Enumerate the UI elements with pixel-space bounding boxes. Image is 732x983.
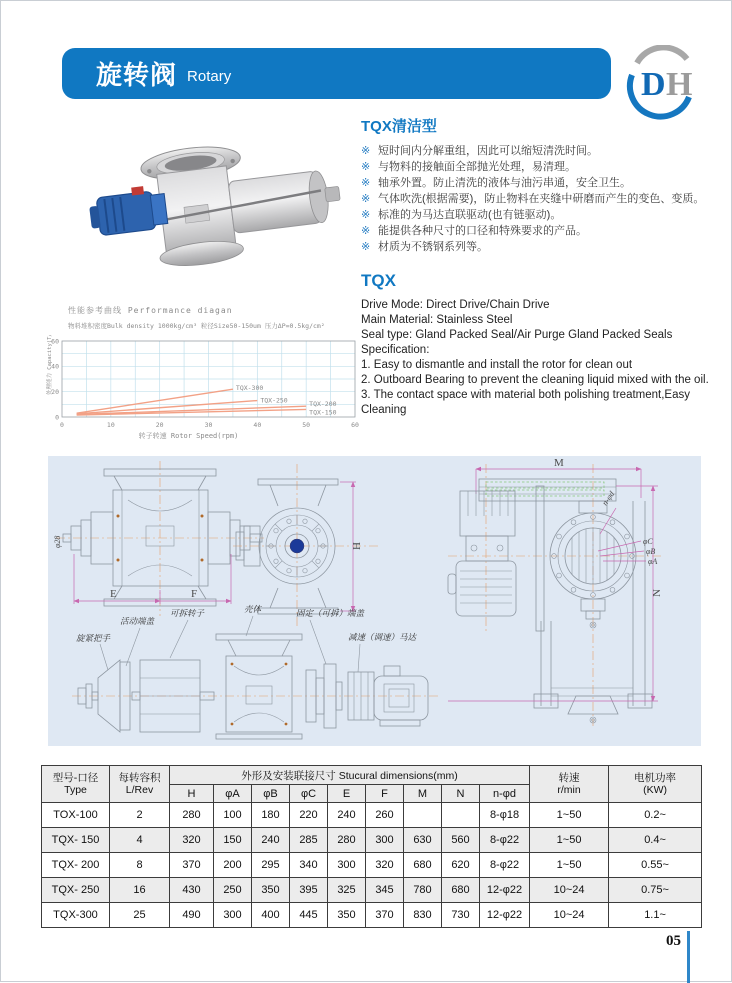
- chart-subtitle: 物料堆积密度Bulk density 1000kg/cm³ 粒径Size50-150um 压力ΔP=0.5kg/cm²: [68, 322, 325, 330]
- table-cell: 280: [170, 803, 214, 828]
- table-cell: 8: [110, 853, 170, 878]
- table-cell: TQX- 250: [42, 878, 110, 903]
- table-cell: 345: [366, 878, 404, 903]
- page-number: 05: [666, 933, 681, 949]
- table-row: [42, 903, 702, 928]
- series-label: TQX-300: [235, 384, 264, 393]
- x-axis-title: 转子转速 Rotor Speed(rpm): [138, 432, 239, 440]
- table-cell: 320: [170, 828, 214, 853]
- feature-list: [361, 143, 727, 255]
- feature-item: [361, 159, 727, 175]
- table-cell: 730: [442, 903, 480, 928]
- page-number-rule: [687, 931, 690, 983]
- table-cell: 1.1~: [609, 903, 702, 928]
- dim-label-e: E: [110, 588, 117, 600]
- chart-title: 性能参考曲线 Performance diagan: [68, 306, 233, 315]
- table-row: [42, 853, 702, 878]
- table-cell: 430: [170, 878, 214, 903]
- table-cell: 12-φ22: [480, 878, 530, 903]
- svg-text:50: 50: [302, 421, 311, 429]
- table-cell: 25: [110, 903, 170, 928]
- col-header-dimensions: 外形及安装联接尺寸 Stucural dimensions(mm): [170, 766, 530, 785]
- table-cell: 220: [290, 803, 328, 828]
- table-cell: 250: [214, 878, 252, 903]
- table-cell: 340: [290, 853, 328, 878]
- spec-line: Specification:: [361, 344, 430, 356]
- feature-item: [361, 223, 727, 239]
- table-cell: 295: [252, 853, 290, 878]
- table-cell: 16: [110, 878, 170, 903]
- spec-line: Main Material: Stainless Steel: [361, 314, 513, 326]
- performance-chart: [46, 305, 366, 452]
- svg-text:0: 0: [55, 413, 59, 422]
- bullet-marker: ※: [361, 193, 371, 205]
- table-cell: 8-φ18: [480, 803, 530, 828]
- sub-header-m: M: [404, 785, 442, 803]
- table-cell: 240: [328, 803, 366, 828]
- spec-list: [361, 298, 727, 418]
- dim-label-phi28: φ28: [53, 535, 62, 548]
- feature-text: 标准的为马达直联驱动(也有链驱动)。: [378, 209, 562, 221]
- table-cell: 0.55~: [609, 853, 702, 878]
- table-cell: 10~24: [530, 903, 609, 928]
- table-cell: 285: [290, 828, 328, 853]
- right-column: [361, 115, 727, 418]
- feature-item: [361, 239, 727, 255]
- bullet-marker: ※: [361, 177, 371, 189]
- col-header-power: 电机功率 (KW): [609, 766, 702, 803]
- bullet-marker: ※: [361, 225, 371, 237]
- part-label-motor: 减速（调速）马达: [348, 632, 417, 642]
- svg-text:0: 0: [60, 421, 64, 429]
- spec-line: 2. Outboard Bearing to prevent the cleaning liquid mixed with the oil.: [361, 374, 709, 386]
- part-label-housing: 壳体: [244, 604, 262, 614]
- table-cell: 320: [366, 853, 404, 878]
- page-title-en: Rotary: [187, 68, 232, 85]
- feature-text: 材质为不锈钢系列等。: [378, 241, 488, 253]
- dim-label-phi-a: φA: [648, 557, 658, 566]
- table-cell: 300: [328, 853, 366, 878]
- spec-line: Drive Mode: Direct Drive/Chain Drive: [361, 299, 550, 311]
- bullet-marker: ※: [361, 145, 371, 157]
- part-label-rotor: 可拆转子: [170, 608, 205, 618]
- table-cell: 0.2~: [609, 803, 702, 828]
- table-cell: 680: [404, 853, 442, 878]
- table-cell: 350: [328, 903, 366, 928]
- svg-text:60: 60: [51, 337, 59, 346]
- product-photo: [76, 126, 346, 286]
- drawing-front-view: [53, 461, 264, 616]
- dim-label-f: F: [191, 588, 198, 600]
- sub-header-e: E: [328, 785, 366, 803]
- table-cell: [442, 803, 480, 828]
- feature-text: 轴承外置。防止清洗的液体与油污串通，安全卫生。: [378, 177, 631, 189]
- sub-header-phi-b: φB: [252, 785, 290, 803]
- bullet-marker: ※: [361, 241, 371, 253]
- spec-line: 1. Easy to dismantle and install the rotor for clean out: [361, 359, 633, 371]
- dim-label-phi-b: φB: [646, 547, 656, 556]
- table-cell: 370: [366, 903, 404, 928]
- table-cell: TQX-300: [42, 903, 110, 928]
- sub-header-phi-a: φA: [214, 785, 252, 803]
- table-cell: 2: [110, 803, 170, 828]
- dim-label-n-phid: n-φd: [600, 489, 617, 508]
- part-label-handle: 旋紧把手: [76, 633, 111, 643]
- dim-label-h: H: [351, 542, 363, 550]
- bullet-marker: ※: [361, 161, 371, 173]
- table-cell: 830: [404, 903, 442, 928]
- technical-drawings-panel: [48, 456, 701, 746]
- table-cell: 1~50: [530, 853, 609, 878]
- table-cell: 1~50: [530, 803, 609, 828]
- svg-text:30: 30: [204, 421, 213, 429]
- table-cell: 200: [214, 853, 252, 878]
- table-cell: 680: [442, 878, 480, 903]
- table-row: [42, 803, 702, 828]
- table-cell: 4: [110, 828, 170, 853]
- page-title-cn: 旋转阀: [96, 60, 178, 90]
- series-label: TQX-200: [309, 400, 337, 409]
- table-cell: 0.75~: [609, 878, 702, 903]
- table-cell: 0.4~: [609, 828, 702, 853]
- table-cell: 325: [328, 878, 366, 903]
- spec-line: Seal type: Gland Packed Seal/Air Purge Gland Packed Seals: [361, 329, 673, 341]
- feature-item: [361, 207, 727, 223]
- table-cell: 240: [252, 828, 290, 853]
- sub-header-f: F: [366, 785, 404, 803]
- logo-arc-gray: [637, 47, 687, 63]
- bullet-marker: ※: [361, 209, 371, 221]
- table-cell: 400: [252, 903, 290, 928]
- rotary-valve-image: [84, 131, 346, 278]
- table-cell: 350: [252, 878, 290, 903]
- header-bar: [62, 48, 611, 99]
- sub-header-n: N: [442, 785, 480, 803]
- svg-text:40: 40: [253, 421, 262, 429]
- table-cell: 100: [214, 803, 252, 828]
- logo-letter-h: H: [666, 66, 693, 103]
- section-title-tqx-clean: TQX清洁型: [361, 118, 437, 135]
- table-cell: 1~50: [530, 828, 609, 853]
- feature-item: [361, 143, 727, 159]
- drawing-exploded-view: [72, 604, 440, 739]
- table-row: [42, 878, 702, 903]
- table-cell: 8-φ22: [480, 828, 530, 853]
- table-cell: 395: [290, 878, 328, 903]
- feature-item: [361, 175, 727, 191]
- svg-text:60: 60: [351, 421, 359, 429]
- logo-letter-d: D: [641, 66, 666, 103]
- table-cell: 12-φ22: [480, 903, 530, 928]
- chart-plot: [46, 335, 364, 447]
- col-header-speed: 转速 r/min: [530, 766, 609, 803]
- table-cell: 280: [328, 828, 366, 853]
- technical-drawings: [48, 456, 701, 746]
- table-cell: 490: [170, 903, 214, 928]
- col-header-volume: 每转容积 L/Rev: [110, 766, 170, 803]
- svg-text:40: 40: [51, 362, 59, 371]
- table-cell: 260: [366, 803, 404, 828]
- drawing-side-view: [448, 457, 663, 726]
- feature-text: 与物料的接触面全部抛光处理，易清理。: [378, 161, 576, 173]
- table-cell: 445: [290, 903, 328, 928]
- col-header-type: 型号-口径 Type: [42, 766, 110, 803]
- table-cell: 150: [214, 828, 252, 853]
- feature-text: 短时间内分解重组，因此可以缩短清洗时间。: [378, 145, 598, 157]
- sub-header-n-phid: n-φd: [480, 785, 530, 803]
- table-row: [42, 828, 702, 853]
- table-cell: 8-φ22: [480, 853, 530, 878]
- table-cell: 370: [170, 853, 214, 878]
- dim-label-n: N: [651, 589, 663, 597]
- series-label: TQX-250: [260, 396, 288, 405]
- table-cell: 10~24: [530, 878, 609, 903]
- table-cell: TQX- 200: [42, 853, 110, 878]
- table-cell: 780: [404, 878, 442, 903]
- feature-text: 气体吹洗(根据需要)，防止物料在夹缝中研磨而产生的变色、变质。: [378, 193, 705, 205]
- table-cell: 180: [252, 803, 290, 828]
- company-logo: [619, 45, 705, 121]
- part-label-fixed-cover: 固定（可拆）端盖: [296, 608, 365, 618]
- feature-item: [361, 191, 727, 207]
- table-cell: 620: [442, 853, 480, 878]
- series-label: TQX-150: [309, 408, 337, 417]
- spec-table: [41, 765, 702, 928]
- table-cell: 560: [442, 828, 480, 853]
- table-cell: [404, 803, 442, 828]
- svg-text:20: 20: [51, 387, 59, 396]
- sub-header-phi-c: φC: [290, 785, 328, 803]
- table-cell: 300: [366, 828, 404, 853]
- svg-text:20: 20: [155, 421, 164, 429]
- table-cell: 300: [214, 903, 252, 928]
- table-cell: 630: [404, 828, 442, 853]
- spec-line: 3. The contact space with material both polishing treatment,Easy Cleaning: [361, 389, 690, 416]
- feature-text: 能提供各种尺寸的口径和特殊要求的产品。: [378, 225, 587, 237]
- y-axis-title: 处理能力 Capacity(T/hr): [47, 335, 53, 395]
- svg-text:10: 10: [106, 421, 115, 429]
- sub-header-h: H: [170, 785, 214, 803]
- dim-label-m: M: [554, 457, 564, 469]
- part-label-movable-cover: 活动端盖: [120, 616, 155, 626]
- dim-label-phi-c: φC: [643, 537, 653, 546]
- table-cell: TQX- 150: [42, 828, 110, 853]
- table-cell: TOX-100: [42, 803, 110, 828]
- section-title-tqx: TQX: [361, 271, 396, 290]
